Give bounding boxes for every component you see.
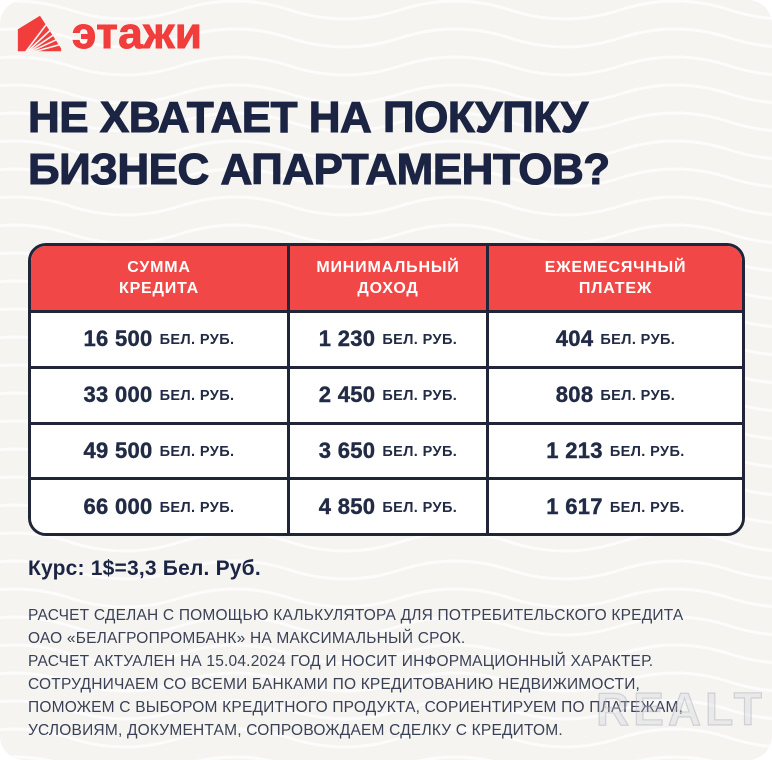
header-line: МИНИМАЛЬНЫЙ — [316, 259, 460, 276]
page-title-line1: НЕ ХВАТАЕТ НА ПОКУПКУ — [28, 93, 588, 142]
table-header-payment — [486, 246, 742, 310]
table-cell — [287, 422, 486, 478]
brand-name: этажи — [72, 9, 203, 58]
amount-value: 808 — [555, 382, 594, 408]
amount-value: 2 450 — [318, 382, 376, 408]
amount-value: 1 617 — [546, 493, 603, 519]
header-line: ДОХОД — [357, 280, 419, 297]
currency-unit: БЕЛ. РУБ. — [382, 443, 458, 460]
currency-unit: БЕЛ. РУБ. — [159, 499, 235, 516]
realt-watermark: REALT — [596, 683, 766, 735]
currency-unit: БЕЛ. РУБ. — [609, 499, 685, 516]
brand-logo — [14, 10, 202, 58]
exchange-rate-note: Курс: 1$=3,3 Бел. Руб. — [28, 557, 261, 580]
disclaimer-line: РАСЧЕТ СДЕЛАН С ПОМОЩЬЮ КАЛЬКУЛЯТОРА ДЛЯ ПОТРЕБИТЕЛЬСКОГО КРЕДИТА — [28, 607, 684, 624]
table-cell — [31, 477, 287, 533]
currency-unit: БЕЛ. РУБ. — [600, 332, 676, 349]
disclaimer-line: ПОМОЖЕМ С ВЫБОРОМ КРЕДИТНОГО ПРОДУКТА, СОРИЕНТИРУЕМ ПО ПЛАТЕЖАМ, — [28, 699, 684, 716]
disclaimer-line: УСЛОВИЯМ, ДОКУМЕНТАМ, СОПРОВОЖДАЕМ СДЕЛКУ С КРЕДИТОМ. — [28, 722, 563, 739]
currency-unit: БЕЛ. РУБ. — [600, 388, 676, 405]
table-cell — [486, 366, 742, 422]
amount-value: 404 — [555, 326, 594, 352]
etazhi-house-icon — [14, 10, 64, 58]
table-cell — [287, 310, 486, 366]
currency-unit: БЕЛ. РУБ. — [159, 443, 235, 460]
table-cell — [486, 422, 742, 478]
table-cell — [31, 310, 287, 366]
currency-unit: БЕЛ. РУБ. — [609, 443, 685, 460]
currency-unit: БЕЛ. РУБ. — [159, 332, 235, 349]
table-cell — [31, 366, 287, 422]
page-title — [28, 92, 610, 196]
amount-value: 49 500 — [83, 437, 153, 463]
amount-value: 1 230 — [318, 326, 376, 352]
table-header-sum — [31, 246, 287, 310]
header-line: ЕЖЕМЕСЯЧНЫЙ — [544, 259, 687, 276]
table-cell — [287, 477, 486, 533]
table-cell — [31, 422, 287, 478]
disclaimer-line: РАСЧЕТ АКТУАЛЕН НА 15.04.2024 ГОД И НОСИТ ИНФОРМАЦИОННЫЙ ХАРАКТЕР. — [28, 653, 654, 670]
amount-value: 66 000 — [83, 493, 153, 519]
disclaimer-text — [28, 604, 748, 742]
disclaimer-line: СОТРУДНИЧАЕМ СО ВСЕМИ БАНКАМИ ПО КРЕДИТОВАНИЮ НЕДВИЖИМОСТИ, — [28, 676, 641, 693]
amount-value: 33 000 — [83, 382, 153, 408]
amount-value: 3 650 — [318, 437, 376, 463]
table-cell — [486, 310, 742, 366]
currency-unit: БЕЛ. РУБ. — [382, 499, 458, 516]
page-title-line2: БИЗНЕС АПАРТАМЕНТОВ? — [28, 145, 610, 194]
table-header-income — [287, 246, 486, 310]
amount-value: 1 213 — [546, 437, 603, 463]
currency-unit: БЕЛ. РУБ. — [159, 388, 235, 405]
amount-value: 16 500 — [83, 326, 153, 352]
header-line: СУММА — [127, 259, 191, 276]
header-line: ПЛАТЕЖ — [578, 280, 653, 297]
disclaimer-line: ОАО «БЕЛАГРОПРОМБАНК» НА МАКСИМАЛЬНЫЙ СРОК. — [28, 630, 466, 647]
amount-value: 4 850 — [318, 493, 376, 519]
table-cell — [287, 366, 486, 422]
currency-unit: БЕЛ. РУБ. — [382, 388, 458, 405]
header-line: КРЕДИТА — [119, 280, 199, 297]
credit-table — [28, 243, 745, 536]
currency-unit: БЕЛ. РУБ. — [382, 332, 458, 349]
table-cell — [486, 477, 742, 533]
